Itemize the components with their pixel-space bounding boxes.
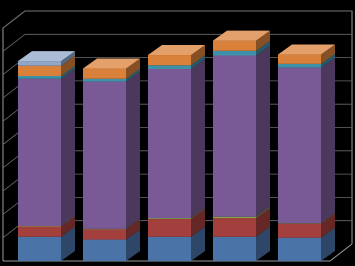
- bar-stack: [148, 45, 205, 261]
- bar-segment-front: [18, 227, 61, 237]
- bar-segment-front: [18, 226, 61, 227]
- bar-segment-front: [148, 219, 191, 237]
- bar-segment-front: [148, 237, 191, 261]
- bar-segment-side: [321, 58, 335, 224]
- bars: [18, 31, 335, 261]
- bar-segment-side: [61, 69, 75, 226]
- bar-segment-front: [83, 79, 126, 82]
- bar-segment-front: [213, 237, 256, 261]
- bar-segment-front: [18, 61, 61, 66]
- bar-segment-front: [148, 218, 191, 219]
- bar-segment-front: [278, 64, 321, 68]
- bar-segment-front: [18, 237, 61, 261]
- bar-segment-front: [213, 51, 256, 56]
- bar-segment-front: [278, 55, 321, 64]
- bar-segment-side: [191, 59, 205, 218]
- bar-segment-front: [148, 65, 191, 69]
- bar-stack: [83, 59, 140, 261]
- bar-segment-front: [83, 229, 126, 230]
- bar-segment-front: [213, 41, 256, 51]
- bar-segment-front: [278, 223, 321, 224]
- bar-segment-front: [18, 79, 61, 226]
- gridline-side: [3, 11, 25, 28]
- bar-segment-front: [213, 218, 256, 237]
- bar-segment-front: [83, 69, 126, 79]
- bar-segment-side: [256, 45, 270, 216]
- bar-segment-front: [278, 238, 321, 261]
- bar-segment-front: [83, 240, 126, 261]
- bar-segment-front: [83, 229, 126, 239]
- bar-segment-side: [126, 72, 140, 229]
- bar-segment-front: [213, 55, 256, 216]
- bar-stack: [278, 45, 335, 261]
- bar-segment-front: [278, 68, 321, 224]
- bar-segment-front: [18, 76, 61, 79]
- bar-stack: [213, 31, 270, 261]
- bar-segment-front: [148, 55, 191, 65]
- bar-stack: [18, 51, 75, 261]
- bar-segment-front: [278, 224, 321, 238]
- bar-segment-front: [83, 82, 126, 229]
- gridline-side: [3, 34, 25, 51]
- bar-segment-front: [18, 66, 61, 76]
- bar-segment-front: [148, 69, 191, 218]
- bar-segment-front: [213, 217, 256, 218]
